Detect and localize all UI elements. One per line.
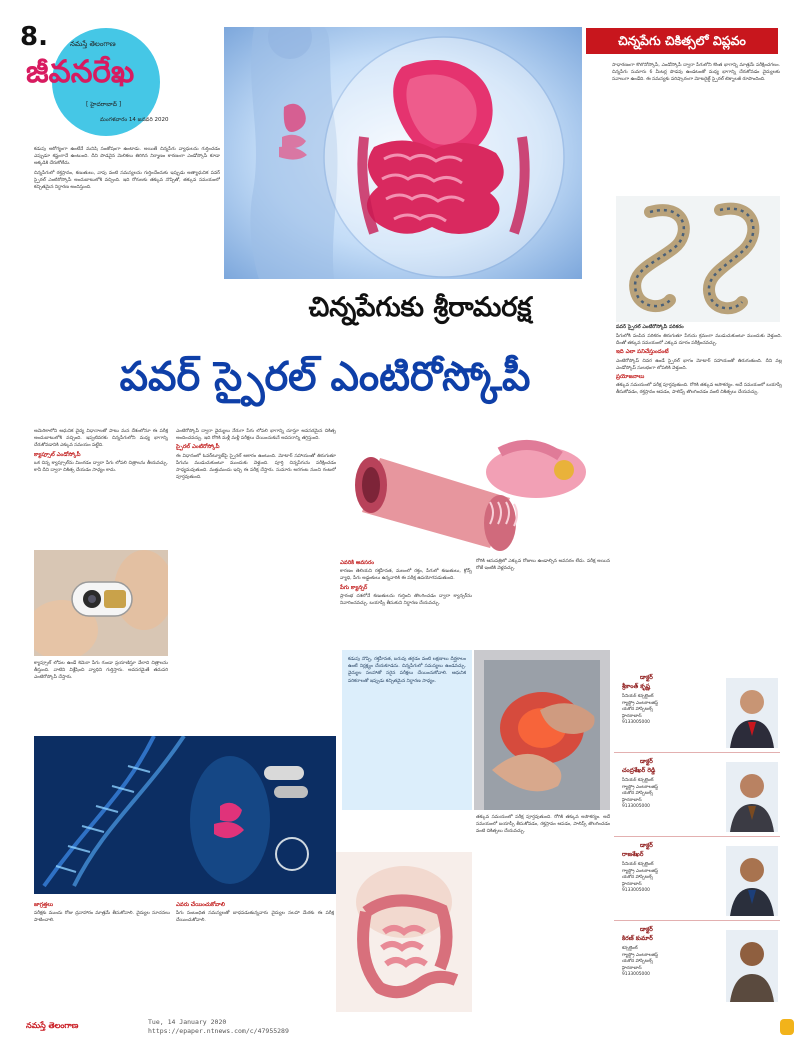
capsule-camera-illustration bbox=[34, 550, 168, 656]
right-column-para-2: ఎంటిరోస్కోప్ చివర ఉండే స్పైరల్ భాగం మోటార్ సహాయంతో తిరుగుతుంది. దీని వల్ల ఎండోస్కోప్ సులభంగా లోపలికి వెళ్తుంది. bbox=[616, 358, 782, 371]
device-caption: పవర్ స్పైరల్ ఎంటిరోస్కోపీ పరికరం bbox=[616, 324, 684, 330]
doctor-4-name: కిరణ్ కుమార్ bbox=[622, 935, 653, 942]
digestive-system-illustration bbox=[224, 27, 582, 279]
intestine-section-image bbox=[340, 432, 610, 554]
right-column-lead bbox=[612, 62, 780, 190]
info-box bbox=[342, 650, 472, 810]
colon-diagram bbox=[336, 852, 472, 1012]
doctor-3-hospital: యశోద హాస్పిటల్స్ bbox=[622, 875, 654, 880]
col1-subheading: క్యాప్సూల్ ఎండోస్కోపీ bbox=[34, 451, 81, 458]
doctor-3-photo bbox=[726, 846, 778, 916]
page-number: 8. bbox=[20, 22, 48, 52]
col2-subheading: స్పైరల్ ఎంటిరోస్కోపీ bbox=[176, 444, 220, 451]
city-label: [ హైదరాబాద్ ] bbox=[86, 101, 122, 108]
lower-text-col-2 bbox=[176, 900, 334, 1015]
doctor-2-hospital: యశోద హాస్పిటల్స్ bbox=[622, 791, 654, 796]
body-column-2 bbox=[176, 428, 336, 728]
doctor-4-title: డాక్టర్ bbox=[640, 926, 653, 933]
col1-bottom-text bbox=[34, 660, 168, 728]
doctor-4-city: హైదరాబాద్ bbox=[622, 965, 642, 971]
intro-paragraph-1: కడుపు ఆరోగ్యంగా ఉంటేనే మనిషి సంతోషంగా ఉంటాడు. అయితే చిన్నపేగు వ్యాధులను గుర్తించడం ఎప్పుడూ కష్టంగానే ఉంటుంది. దీని పొడవైన మెలికలు తిరిగిన నిర్మాణం కారణంగా ఎండోస్కోపీ కూడా అక్కడికి చేరుకోలేదు. bbox=[34, 147, 220, 167]
doctor-card-1 bbox=[614, 672, 780, 753]
issue-date: మంగళవారం 14 జనవరి 2020 bbox=[100, 117, 169, 123]
footer-logo-icon bbox=[780, 1019, 794, 1035]
footer-brand: నమస్తే తెలంగాణ bbox=[26, 1021, 79, 1030]
doctor-2-name: చంద్రశేఖర్ రెడ్డి bbox=[622, 767, 656, 774]
doctor-4-photo bbox=[726, 930, 778, 1002]
doctor-2-phone: 9133005000 bbox=[622, 804, 650, 809]
doctor-3-phone: 9133005000 bbox=[622, 888, 650, 893]
intro-text bbox=[34, 146, 220, 336]
right-column-para: పేగులోకి పంపిన పరికరం తిరుగుతూ పేగును క్రమంగా ముడుచుకుంటూ ముందుకు వెళ్తుంది. దీంతో తక్కువ సమయంలో ఎక్కువ దూరం పరీక్షించవచ్చు. bbox=[616, 334, 782, 347]
col3-para-1: కారణం తెలియని రక్తహీనత, మలంలో రక్తం, పేగులో కణుతులు, క్రోన్స్ వ్యాధి, పేగు అడ్డంకులు ఉన్నవారికి ఈ పరీక్ష ఉపయోగపడుతుంది. bbox=[340, 569, 472, 582]
body-column-1 bbox=[34, 428, 168, 548]
right-column-para-3: తక్కువ సమయంలో పరీక్ష పూర్తవుతుంది. రోగికి తక్కువ అసౌకర్యం. అదే సమయంలో బయాప్సీ తీసుకోవడం, రక్తస్రావం ఆపడం, పాలిప్స్ తొలగించడం వంటి చికిత్సలు చేయవచ్చు. bbox=[616, 383, 782, 396]
right-column-body bbox=[616, 333, 782, 538]
right-column-subheading-2: ప్రయోజనాలు bbox=[616, 374, 645, 381]
stomach-pain-photo bbox=[474, 650, 610, 810]
section-banner-text: చిన్నపేగు చికిత్సలో విప్లవం bbox=[618, 33, 746, 48]
col3b-text bbox=[476, 558, 610, 648]
lower-col1-para: పరీక్షకు ముందు రోజు ద్రవాహారం మాత్రమే తీసుకోవాలి. వైద్యుల సూచనలు పాటించాలి. bbox=[34, 911, 170, 924]
headline-kicker: చిన్నపేగుకు శ్రీరామరక్ష bbox=[308, 292, 532, 323]
doctor-3-title: డాక్టర్ bbox=[640, 842, 653, 849]
doctor-3-dept: గ్యాస్ట్రో ఎంటరాలజిస్ట్ bbox=[622, 868, 659, 874]
doctor-4-hospital: యశోద హాస్పిటల్స్ bbox=[622, 959, 654, 964]
doctor-2-title: డాక్టర్ bbox=[640, 758, 653, 765]
spiral-tube-illustration bbox=[616, 196, 780, 322]
dna-scan-image bbox=[34, 736, 336, 894]
doctor-3-name: రాజశేఖర్ bbox=[622, 851, 644, 858]
col2-para-1: ఎంటిరోస్కోపీ ద్వారా వైద్యులు నేరుగా పేగు లోపలి భాగాన్ని చూస్తూ అవసరమైన చికిత్స అందించవచ్చు. ఇది రోగికి మళ్లీ మళ్లీ పరీక్షలు చేయించుకునే అవసరాన్ని తగ్గిస్తుంది. bbox=[176, 429, 336, 442]
right-column-lead-text: సాధారణంగా కొలొనోస్కోపీ, ఎండోస్కోపీ ద్వారా పేగులోని కొంత భాగాన్ని మాత్రమే పరీక్షించగలం. చిన్నపేగు సుమారు 6 మీటర్ల పొడవు ఉండటంతో మధ్య భాగాన్ని చేరుకోవడం వైద్యులకు సవాలుగా ఉండేది. ఈ సమస్యకు పరిష్కారంగా మోటరైజ్డ్ స్పైరల్ టెక్నాలజీ రూపొందింది. bbox=[612, 63, 780, 83]
doctor-2-dept: గ్యాస్ట్రో ఎంటరాలజిస్ట్ bbox=[622, 784, 659, 790]
doctor-1-designation: సీనియర్ కన్సల్టెంట్ bbox=[622, 694, 654, 699]
lower-col1-subheading: జాగ్రత్తలు bbox=[34, 902, 54, 908]
doctor-1-city: హైదరాబాద్ bbox=[622, 713, 642, 719]
doctor-1-dept: గ్యాస్ట్రో ఎంటరాలజిస్ట్ bbox=[622, 700, 659, 706]
doctor-1-photo bbox=[726, 678, 778, 748]
hero-anatomy-illustration bbox=[224, 27, 582, 279]
doctor-2-photo bbox=[726, 762, 778, 832]
section-banner bbox=[586, 28, 778, 54]
footer-url[interactable]: https://epaper.ntnews.com/c/47955289 bbox=[148, 1027, 289, 1035]
doctor-2-details bbox=[622, 778, 718, 811]
section-title: జీవనరేఖ bbox=[26, 54, 135, 90]
doctor-2-city: హైదరాబాద్ bbox=[622, 797, 642, 803]
headline-main: పవర్ స్పైరల్ ఎంటిరోస్కోపీ bbox=[119, 354, 531, 400]
lower-col2-subheading: ఎవరు చేయించుకోవాలి bbox=[176, 902, 225, 908]
capsule-photo bbox=[34, 550, 168, 656]
col1-para-2: ఒక చిన్న క్యాప్సూల్‌ను మింగడం ద్వారా పేగు లోపలి చిత్రాలను తీయవచ్చు. కానీ దీని ద్వారా చికిత్స చేయడం సాధ్యం కాదు. bbox=[34, 460, 168, 474]
footer-date: Tue, 14 January 2020 bbox=[148, 1018, 227, 1026]
col3-subheading-1: ఎవరికి అవసరం bbox=[340, 560, 375, 566]
doctor-4-phone: 9133005000 bbox=[622, 972, 650, 977]
doctor-3-designation: సీనియర్ కన్సల్టెంట్ bbox=[622, 862, 654, 867]
intestine-tube-illustration bbox=[340, 432, 610, 554]
doctor-3-city: హైదరాబాద్ bbox=[622, 881, 642, 887]
lower-text-col-1 bbox=[34, 900, 170, 1015]
doctor-card-2 bbox=[614, 756, 780, 837]
colon-illustration bbox=[336, 852, 472, 1012]
col1-para-3: క్యాప్సూల్ లోపల ఉండే కెమెరా పేగు గుండా ప్రయాణిస్తూ వేలాది చిత్రాలను తీస్తుంది. వాటిని విశ్లేషించి వ్యాధిని గుర్తిస్తారు. అవసరమైతే తదుపరి ఎంటిరోస్కోపీ చేస్తారు. bbox=[34, 661, 168, 681]
col1-para-1: అమెరికాలోని ఆధునిక వైద్య విధానాలతో పాటు మన దేశంలోనూ ఈ పరీక్ష అందుబాటులోకి వచ్చింది. ఇప్పటివరకు చిన్నపేగులోని మధ్య భాగాన్ని చేరుకోవడానికి ఎక్కువ సమయం పట్టేది. bbox=[34, 429, 168, 449]
col3-subheading-2: పేగు క్యాన్సర్ bbox=[340, 584, 368, 591]
footer-bar bbox=[0, 1018, 800, 1038]
doctor-1-details bbox=[622, 694, 718, 727]
col3-para-2: ప్రారంభ దశలోనే కణుతులను గుర్తించి తొలగించడం ద్వారా క్యాన్సర్‌ను నివారించవచ్చు. బయాప్సీ తీసుకుని నిర్ధారణ చేయవచ్చు. bbox=[340, 593, 472, 607]
doctor-1-name: శ్రీకాంత్ కృష్ణ bbox=[622, 683, 651, 690]
col2-para-2: ఈ విధానంలో ఓవర్‌ట్యూబ్‌పై స్పైరల్ ఆకారం ఉంటుంది. మోటార్ సహాయంతో తిరుగుతూ పేగును ముడుచుకుంటూ ముందుకు వెళ్తుంది. పూర్తి చిన్నపేగును పరీక్షించడం సాధ్యమవుతుంది. మత్తుమందు ఇచ్చి ఈ పరీక్ష చేస్తారు. సుమారు అరగంట నుంచి గంటలో పూర్తవుతుంది. bbox=[176, 453, 336, 481]
spiral-device-image bbox=[616, 196, 780, 322]
doctor-1-hospital: యశోద హాస్పిటల్స్ bbox=[622, 707, 654, 712]
doctor-4-details bbox=[622, 946, 718, 979]
lower-text-col-3 bbox=[476, 814, 610, 1012]
right-column-subheading-1: ఇది ఎలా పనిచేస్తుందంటే bbox=[616, 349, 669, 356]
doctor-4-designation: కన్సల్టెంట్ bbox=[622, 946, 638, 951]
doctor-card-3 bbox=[614, 840, 780, 921]
doctor-1-phone: 9133005000 bbox=[622, 720, 650, 725]
info-box-text: కడుపు నొప్పి, రక్తహీనత, బరువు తగ్గడం వంటి లక్షణాలు దీర్ఘకాలం ఉంటే నిర్లక్ష్యం చేయకూడదు. చిన్నపేగులో సమస్యలు ఉండవచ్చు. వైద్యుల సలహాతో సరైన పరీక్షలు చేయించుకోవాలి. ఆధునిక పరికరాలతో ఇప్పుడు కచ్చితమైన నిర్ధారణ సాధ్యం. bbox=[348, 657, 466, 684]
doctor-2-designation: సీనియర్ కన్సల్టెంట్ bbox=[622, 778, 654, 783]
doctor-1-title: డాక్టర్ bbox=[640, 674, 653, 681]
lower-col3-para: తక్కువ సమయంలో పరీక్ష పూర్తవుతుంది. రోగికి తక్కువ అసౌకర్యం. అదే సమయంలో బయాప్సీ తీసుకోవడం, రక్తస్రావం ఆపడం, పాలిప్స్ తొలగించడం వంటి చికిత్సలు చేయవచ్చు. bbox=[476, 815, 610, 835]
lower-col2-para: పేగు సంబంధిత సమస్యలతో బాధపడుతున్నవారు వైద్యుల సలహా మేరకు ఈ పరీక్ష చేయించుకోవాలి. bbox=[176, 911, 334, 924]
col3b-para: రోగికి ఆసుపత్రిలో ఎక్కువ రోజులు ఉండాల్సిన అవసరం లేదు. పరీక్ష అయిన రోజే ఇంటికి వెళ్లవచ్చు. bbox=[476, 559, 610, 572]
doctor-card-4 bbox=[614, 924, 780, 1008]
intro-paragraph-2: చిన్నపేగులో రక్తస్రావం, కణుతులు, వాపు వంటి సమస్యలను గుర్తించేందుకు ఇప్పుడు అత్యాధునిక పవర్ స్పైరల్ ఎంటిరోస్కోపీ అందుబాటులోకి వచ్చింది. ఇది రోగులకు తక్కువ నొప్పితో, తక్కువ సమయంలో కచ్చితమైన నిర్ధారణ అందిస్తుంది. bbox=[34, 170, 220, 191]
doctor-3-details bbox=[622, 862, 718, 895]
dna-helix-illustration bbox=[34, 736, 336, 894]
doctor-4-dept: గ్యాస్ట్రో ఎంటరాలజిస్ట్ bbox=[622, 952, 659, 958]
region-label: నమస్తే తెలంగాణ bbox=[70, 40, 116, 48]
abdominal-pain-illustration bbox=[474, 650, 610, 810]
